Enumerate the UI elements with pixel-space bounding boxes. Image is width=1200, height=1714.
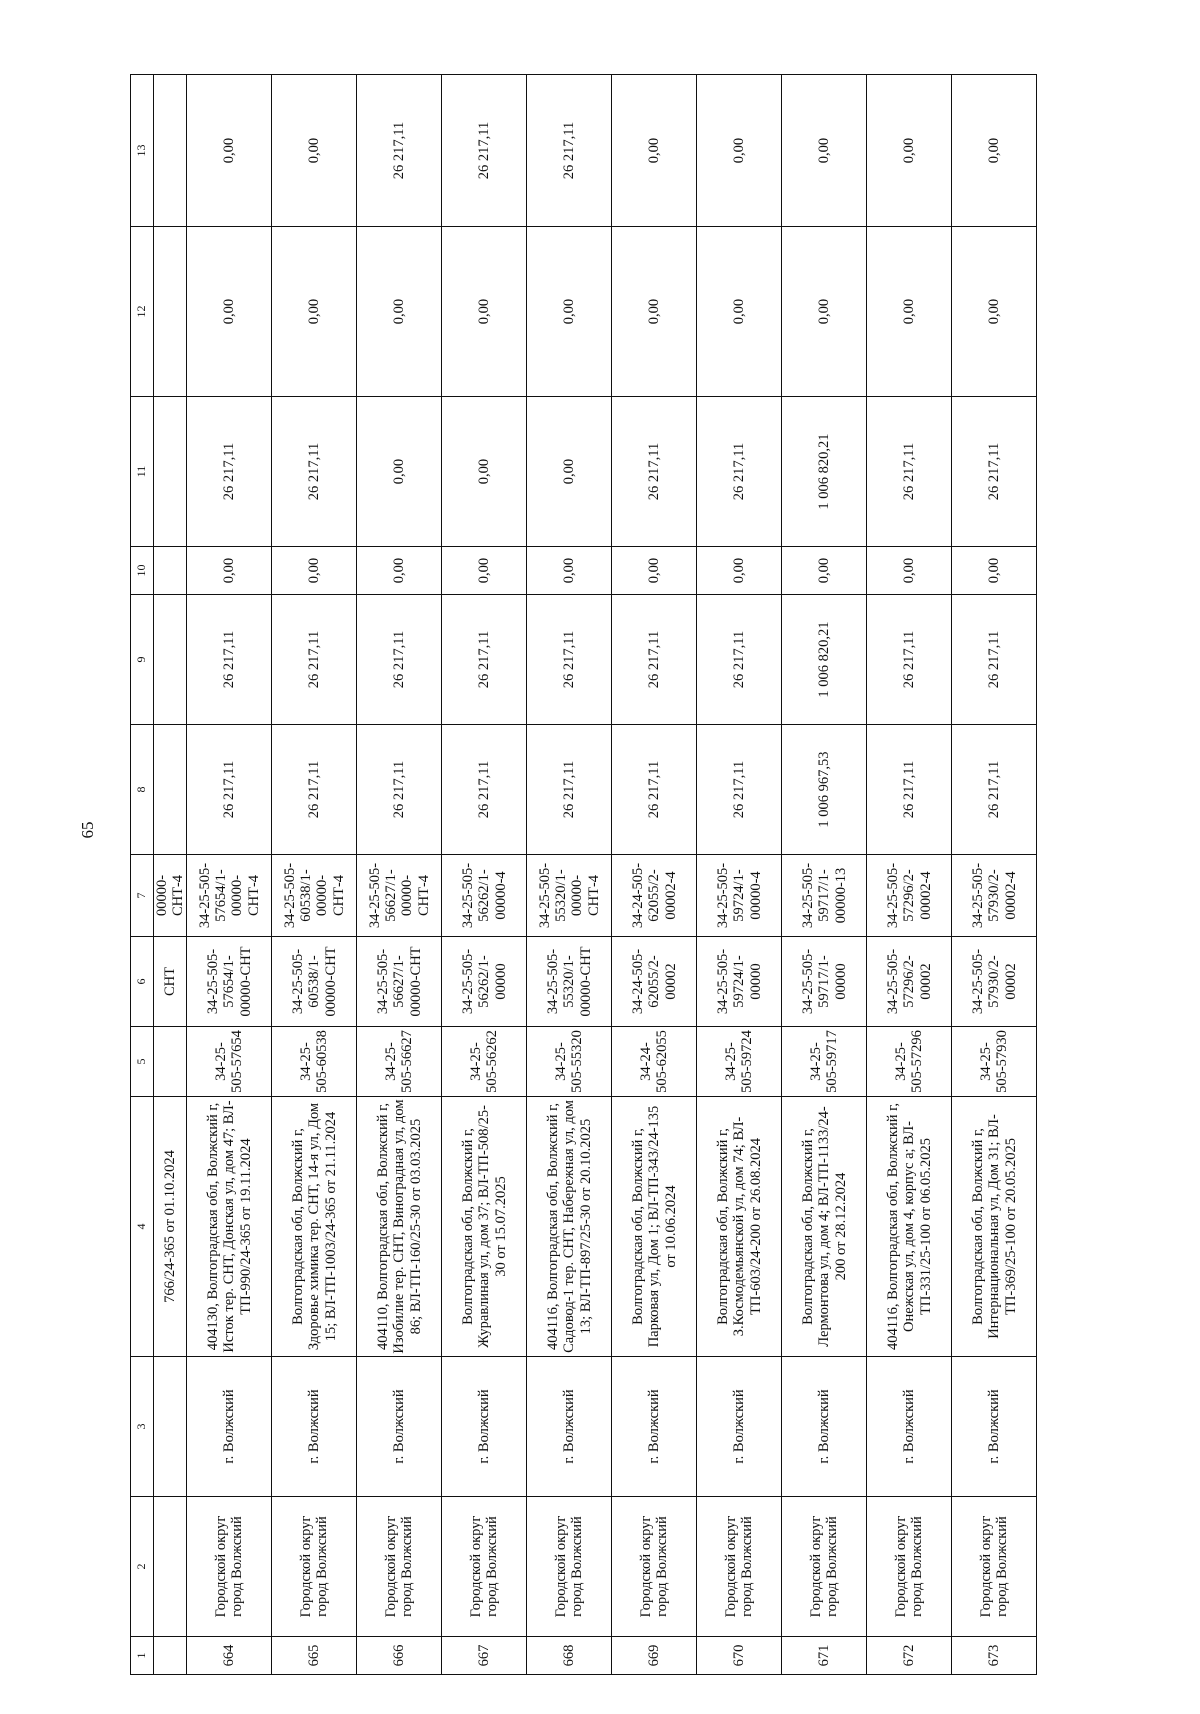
c10-cell: 0,00 [697,547,782,595]
table-row [782,75,867,1675]
cell [154,397,187,547]
address-cell: Волгоградская обл, Волжский г, З.Космодемьянской ул, дом 74; ВЛ-ТП-603/24-200 от 26.08.2024 [697,1097,782,1357]
district-cell: Городской округ город Волжский [697,1497,782,1637]
c5-cell: 34-25-505-59724 [697,1027,782,1097]
register-table [130,74,1037,1675]
c8-cell: 26 217,11 [952,725,1037,855]
cell [154,75,187,227]
cell [154,1637,187,1675]
c7-cell: 34-25-505-55320/1-00000-СНТ-4 [527,855,612,937]
c6-cell: 34-25-505-59717/1-00000 [782,937,867,1027]
c13-cell: 0,00 [697,75,782,227]
c12-cell: 0,00 [187,227,272,397]
c9-cell: 26 217,11 [952,595,1037,725]
locality-cell: г. Волжский [782,1357,867,1497]
district-cell: Городской округ город Волжский [527,1497,612,1637]
c8-cell: 26 217,11 [527,725,612,855]
c5-cell: 34-25-505-57930 [952,1027,1037,1097]
cell [154,1027,187,1097]
locality-cell: г. Волжский [442,1357,527,1497]
c9-cell: 26 217,11 [612,595,697,725]
column-number: 3 [131,1357,154,1497]
cell [154,227,187,397]
c10-cell: 0,00 [612,547,697,595]
district-cell: Городской округ город Волжский [952,1497,1037,1637]
c9-cell: 26 217,11 [442,595,527,725]
c6-cell: 34-25-505-57296/2-00002 [867,937,952,1027]
c10-cell: 0,00 [272,547,357,595]
column-number: 4 [131,1097,154,1357]
district-cell: Городской округ город Волжский [442,1497,527,1637]
address-cell: Волгоградская обл, Волжский г, Лермонтова ул, дом 4; ВЛ-ТП-1133/24-200 от 28.12.2024 [782,1097,867,1357]
column-number: 7 [131,855,154,937]
c5-cell: 34-24-505-62055 [612,1027,697,1097]
address-cell: 404116, Волгоградская обл, Волжский г, Садовод-1 тер. СНТ, Набережная ул, дом 13; ВЛ-ТП-897/25-30 от 20.10.2025 [527,1097,612,1357]
c5-cell: 34-25-505-59717 [782,1027,867,1097]
c10-cell: 0,00 [867,547,952,595]
c6-cell: 34-25-505-57654/1-00000-СНТ [187,937,272,1027]
c12-cell: 0,00 [782,227,867,397]
address-cell: Волгоградская обл, Волжский г, Журавлиная ул, дом 37; ВЛ-ТП-508/25-30 от 15.07.2025 [442,1097,527,1357]
column-number-row [131,75,154,1675]
column-number: 2 [131,1497,154,1637]
page-number: 65 [78,821,97,839]
c5-cell: 34-25-505-57654 [187,1027,272,1097]
address-cell: 404116, Волгоградская обл, Волжский г, Онежская ул, дом 4, корпус а; ВЛ-ТП-331/25-100 от 06.05.2025 [867,1097,952,1357]
column-number: 13 [131,75,154,227]
column-number: 12 [131,227,154,397]
c8-cell: 1 006 967,53 [782,725,867,855]
c12-cell: 0,00 [612,227,697,397]
row-number-cell: 668 [527,1637,612,1675]
c13-cell: 0,00 [952,75,1037,227]
cell [154,547,187,595]
c10-cell: 0,00 [187,547,272,595]
c9-cell: 26 217,11 [867,595,952,725]
c10-cell: 0,00 [357,547,442,595]
c12-cell: 0,00 [697,227,782,397]
c10-cell: 0,00 [527,547,612,595]
row-number-cell: 665 [272,1637,357,1675]
district-cell: Городской округ город Волжский [187,1497,272,1637]
continued-address-cell: 766/24-365 от 01.10.2024 [154,1097,187,1357]
c5-cell: 34-25-505-56627 [357,1027,442,1097]
table-row [697,75,782,1675]
locality-cell: г. Волжский [952,1357,1037,1497]
c8-cell: 26 217,11 [187,725,272,855]
row-number-cell: 670 [697,1637,782,1675]
table-row [357,75,442,1675]
c10-cell: 0,00 [782,547,867,595]
c8-cell: 26 217,11 [357,725,442,855]
district-cell: Городской округ город Волжский [357,1497,442,1637]
column-number: 5 [131,1027,154,1097]
locality-cell: г. Волжский [867,1357,952,1497]
c13-cell: 26 217,11 [527,75,612,227]
c7-cell: 34-25-505-56627/1-00000-СНТ-4 [357,855,442,937]
c9-cell: 26 217,11 [272,595,357,725]
column-number: 6 [131,937,154,1027]
c7-cell: 34-25-505-59724/1-00000-4 [697,855,782,937]
c8-cell: 26 217,11 [272,725,357,855]
c5-cell: 34-25-505-60538 [272,1027,357,1097]
c11-cell: 26 217,11 [697,397,782,547]
row-number-cell: 673 [952,1637,1037,1675]
c11-cell: 26 217,11 [867,397,952,547]
table-row [442,75,527,1675]
c12-cell: 0,00 [357,227,442,397]
column-number: 11 [131,397,154,547]
c12-cell: 0,00 [527,227,612,397]
cell [154,1497,187,1637]
c9-cell: 26 217,11 [527,595,612,725]
column-number: 8 [131,725,154,855]
c11-cell: 26 217,11 [612,397,697,547]
address-cell: 404130, Волгоградская обл, Волжский г, Исток тер. СНТ, Донская ул, дом 47; ВЛ-ТП-990/24-365 от 19.11.2024 [187,1097,272,1357]
continued-c7-cell: 00000-СНТ-4 [154,855,187,937]
table-row [187,75,272,1675]
c7-cell: 34-25-505-56262/1-00000-4 [442,855,527,937]
c12-cell: 0,00 [867,227,952,397]
c7-cell: 34-25-505-57930/2-00002-4 [952,855,1037,937]
c7-cell: 34-25-505-59717/1-00000-13 [782,855,867,937]
locality-cell: г. Волжский [527,1357,612,1497]
table-row [952,75,1037,1675]
c9-cell: 1 006 820,21 [782,595,867,725]
c6-cell: 34-25-505-59724/1-00000 [697,937,782,1027]
c12-cell: 0,00 [442,227,527,397]
c5-cell: 34-25-505-55320 [527,1027,612,1097]
row-number-cell: 667 [442,1637,527,1675]
c13-cell: 0,00 [867,75,952,227]
c8-cell: 26 217,11 [442,725,527,855]
c9-cell: 26 217,11 [187,595,272,725]
district-cell: Городской округ город Волжский [782,1497,867,1637]
c13-cell: 0,00 [187,75,272,227]
row-number-cell: 664 [187,1637,272,1675]
locality-cell: г. Волжский [357,1357,442,1497]
c9-cell: 26 217,11 [357,595,442,725]
c6-cell: 34-25-505-55320/1-00000-СНТ [527,937,612,1027]
district-cell: Городской округ город Волжский [272,1497,357,1637]
address-cell: Волгоградская обл, Волжский г, Здоровье химика тер. СНТ, 14-я ул, Дом 15; ВЛ-ТП-1003/24-365 от 21.11.2024 [272,1097,357,1357]
c13-cell: 0,00 [612,75,697,227]
locality-cell: г. Волжский [187,1357,272,1497]
c7-cell: 34-25-505-60538/1-00000-СНТ-4 [272,855,357,937]
c11-cell: 26 217,11 [187,397,272,547]
c7-cell: 34-24-505-62055/2-00002-4 [612,855,697,937]
c5-cell: 34-25-505-57296 [867,1027,952,1097]
column-number: 1 [131,1637,154,1675]
c6-cell: 34-25-505-60538/1-00000-СНТ [272,937,357,1027]
c11-cell: 26 217,11 [952,397,1037,547]
c8-cell: 26 217,11 [612,725,697,855]
table-row [612,75,697,1675]
locality-cell: г. Волжский [697,1357,782,1497]
c10-cell: 0,00 [442,547,527,595]
continued-c6-cell: СНТ [154,937,187,1027]
c7-cell: 34-25-505-57654/1-00000-СНТ-4 [187,855,272,937]
table-row [867,75,952,1675]
address-cell: Волгоградская обл, Волжский г, Парковая ул, Дом 1; ВЛ-ТП-343/24-135 от 10.06.2024 [612,1097,697,1357]
c11-cell: 1 006 820,21 [782,397,867,547]
cell [154,725,187,855]
c12-cell: 0,00 [272,227,357,397]
continuation-row [154,75,187,1675]
c9-cell: 26 217,11 [697,595,782,725]
c13-cell: 0,00 [782,75,867,227]
c11-cell: 26 217,11 [272,397,357,547]
address-cell: 404110, Волгоградская обл, Волжский г, Изобилие тер. СНТ, Виноградная ул, дом 86; ВЛ-ТП-160/25-30 от 03.03.2025 [357,1097,442,1357]
locality-cell: г. Волжский [612,1357,697,1497]
district-cell: Городской округ город Волжский [867,1497,952,1637]
row-number-cell: 672 [867,1637,952,1675]
c6-cell: 34-25-505-57930/2-00002 [952,937,1037,1027]
c5-cell: 34-25-505-56262 [442,1027,527,1097]
c7-cell: 34-25-505-57296/2-00002-4 [867,855,952,937]
column-number: 10 [131,547,154,595]
c8-cell: 26 217,11 [697,725,782,855]
c13-cell: 26 217,11 [357,75,442,227]
table-row [527,75,612,1675]
row-number-cell: 669 [612,1637,697,1675]
c6-cell: 34-24-505-62055/2-00002 [612,937,697,1027]
c13-cell: 26 217,11 [442,75,527,227]
c11-cell: 0,00 [442,397,527,547]
c10-cell: 0,00 [952,547,1037,595]
c12-cell: 0,00 [952,227,1037,397]
c11-cell: 0,00 [357,397,442,547]
cell [154,595,187,725]
address-cell: Волгоградская обл, Волжский г, Интернациональная ул, Дом 31; ВЛ-ТП-369/25-100 от 20.05.2025 [952,1097,1037,1357]
c11-cell: 0,00 [527,397,612,547]
table-row [272,75,357,1675]
c8-cell: 26 217,11 [867,725,952,855]
c6-cell: 34-25-505-56627/1-00000-СНТ [357,937,442,1027]
column-number: 9 [131,595,154,725]
locality-cell: г. Волжский [272,1357,357,1497]
row-number-cell: 671 [782,1637,867,1675]
c6-cell: 34-25-505-56262/1-00000 [442,937,527,1027]
district-cell: Городской округ город Волжский [612,1497,697,1637]
rotated-sheet [130,75,1080,1675]
c13-cell: 0,00 [272,75,357,227]
row-number-cell: 666 [357,1637,442,1675]
cell [154,1357,187,1497]
